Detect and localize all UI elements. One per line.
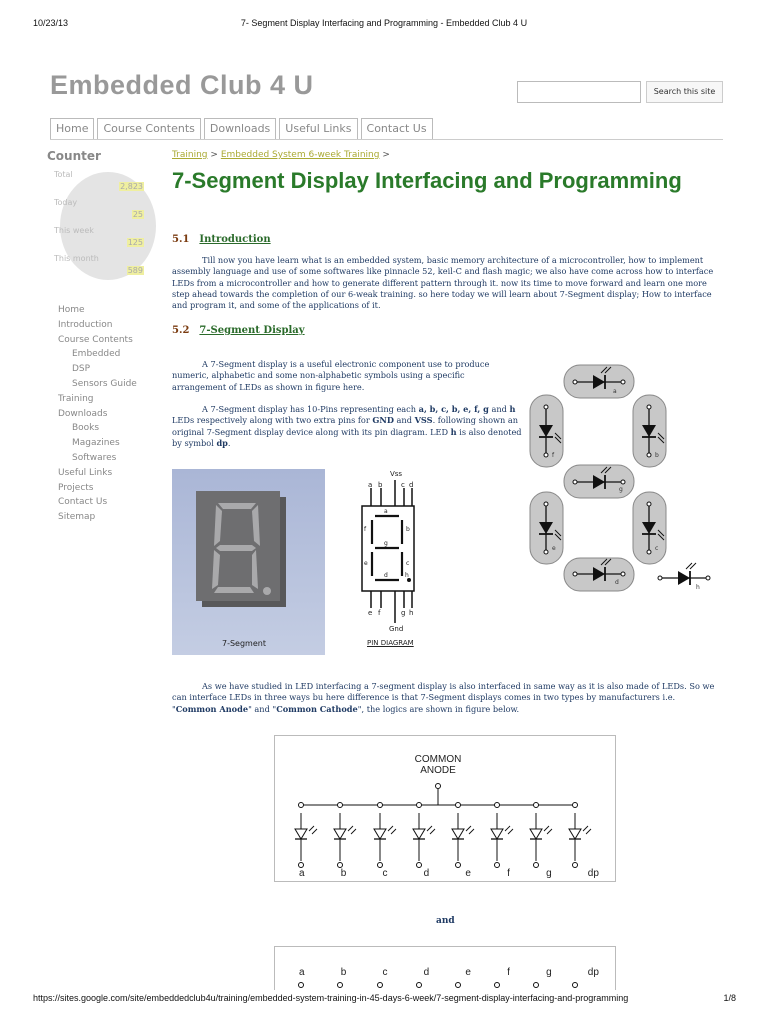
segment-letter: f <box>364 526 367 533</box>
text-span: As we have studied in LED interfacing a 7-segment display is also interfaced in same way as it is also made of LEDs. So we can interface LEDs in three ways bu here difference is that 7-Segment displays comes in two types by manufacturers i.e. " <box>172 681 715 714</box>
led-letter: a <box>613 388 617 395</box>
common-cathode-diagram <box>274 946 616 990</box>
anode-label-line: COMMON <box>414 754 462 765</box>
sidebar-item-sensors-guide[interactable]: Sensors Guide <box>72 378 137 389</box>
counter-label: Today <box>54 198 78 207</box>
section-number: 5.1 <box>172 234 190 245</box>
search-button[interactable]: Search this site <box>646 81 723 103</box>
breadcrumb-separator: > <box>382 150 390 160</box>
nav-divider <box>50 139 723 140</box>
cathode-pin-label: dp <box>587 967 599 978</box>
led-letter: b <box>655 452 659 459</box>
sidebar-heading: Counter <box>47 149 101 163</box>
counter-label: This week <box>54 226 94 235</box>
pins-bold: a, b, c, b, e, f, g <box>418 404 489 414</box>
sidebar-item-course-contents[interactable]: Course Contents <box>58 334 133 345</box>
anode-label-line: ANODE <box>420 765 456 776</box>
common-anode-bold: Common Anode <box>175 703 249 714</box>
sidebar-item-introduction[interactable]: Introduction <box>58 319 113 330</box>
sidebar-item-home[interactable]: Home <box>58 305 85 315</box>
nav-tab-downloads[interactable]: Downloads <box>204 118 276 139</box>
sidebar-item-books[interactable]: Books <box>72 423 100 434</box>
pin-label: c <box>401 481 405 489</box>
breadcrumb-link-6-week-training[interactable]: Embedded System 6-week Training <box>220 150 380 160</box>
paragraph-7-segment-pins <box>172 404 522 449</box>
counter-value: 2,823 <box>120 182 143 191</box>
sidebar-item-useful-links[interactable]: Useful Links <box>58 467 113 478</box>
pin-label: f <box>378 609 381 617</box>
counter-value: 25 <box>132 210 143 219</box>
top-nav <box>50 118 433 139</box>
print-header <box>0 18 768 32</box>
nav-tab-course-contents[interactable]: Course Contents <box>97 118 200 139</box>
digit-eight-glyph <box>196 491 280 601</box>
sidebar-item-sitemap[interactable]: Sitemap <box>58 512 96 523</box>
section-title: 7-Segment Display <box>199 325 305 336</box>
page-number: 1/8 <box>723 993 736 1003</box>
page-url: https://sites.google.com/site/embeddedclub4u/training/embedded-system-training-in-45-days-6-week/7-segment-display-interfacing-and-programming <box>33 993 629 1003</box>
sidebar-item-projects[interactable]: Projects <box>58 482 94 493</box>
counter-row <box>52 226 144 248</box>
dp-bold: dp <box>216 437 228 448</box>
pin-label: g <box>401 609 406 617</box>
sidebar-item-softwares[interactable]: Softwares <box>72 452 117 463</box>
cathode-pin-label: g <box>546 967 552 978</box>
sidebar-item-training[interactable]: Training <box>58 393 94 404</box>
counter-widget <box>52 168 148 280</box>
segment-letter: e <box>364 560 368 567</box>
print-date: 10/23/13 <box>33 18 69 28</box>
text-span: A 7-Segment display has 10-Pins representing each <box>202 404 419 414</box>
pin-gnd-label: Gnd <box>389 625 404 633</box>
section-title: Introduction <box>199 234 271 245</box>
sidebar-nav <box>58 303 137 525</box>
counter-value: 125 <box>127 238 143 247</box>
display-device <box>196 491 280 601</box>
counter-row <box>52 198 144 220</box>
segment-letter: h <box>405 572 409 579</box>
pin-label: a <box>368 481 373 489</box>
intro-paragraph: Till now you have learn what is an embedded system, basic memory architecture of a microcontroller, how to implement assembly language and use of some softwares like pinnacle 52, keil-C and flash magic; we also have come across how to interface LEDs from a microcontroller and how to generate different pattern through it. now its time to move forward and learn one more step ahead towards the completion of our 6-weak training. so here today we will learn about 7-Segment display; How to interface and program it, and some of the applications of it. <box>172 255 714 311</box>
and-text: and <box>436 916 455 926</box>
breadcrumb <box>172 150 390 160</box>
counter-row <box>52 170 144 192</box>
nav-tab-useful-links[interactable]: Useful Links <box>279 118 357 139</box>
anode-pin-label: d <box>423 868 430 879</box>
search-input[interactable] <box>517 81 641 103</box>
pin-diagram <box>357 468 427 653</box>
counter-value: 589 <box>127 266 143 275</box>
led-letter: d <box>615 579 619 586</box>
text-span: and <box>488 404 510 414</box>
anode-pin-label: dp <box>587 868 599 879</box>
text-span: . <box>227 437 231 448</box>
segment-letter: b <box>406 526 410 533</box>
counter-label: This month <box>54 254 99 263</box>
led-segment-diagram <box>526 362 711 606</box>
sidebar-item-embedded[interactable]: Embedded <box>72 349 121 360</box>
sidebar-item-dsp[interactable]: DSP <box>72 364 91 375</box>
section-heading-introduction <box>172 234 271 245</box>
photo-caption: 7-Segment <box>222 639 266 648</box>
text-span: ", the logics are shown in figure below. <box>357 703 520 714</box>
section-heading-7-segment <box>172 325 305 336</box>
anode-pin-label: a <box>299 868 305 879</box>
pin-h-bold: h <box>450 426 457 437</box>
anode-pin-label: f <box>507 868 510 879</box>
gnd-bold: GND <box>372 415 394 426</box>
led-letter: h <box>696 584 700 591</box>
page-title: 7-Segment Display Interfacing and Programming <box>172 168 682 193</box>
breadcrumb-link-training[interactable]: Training <box>172 150 208 160</box>
breadcrumb-separator: > <box>210 150 218 160</box>
text-span: LEDs respectively along with two extra pins for <box>172 415 373 426</box>
cathode-pin-label: f <box>507 967 510 978</box>
anode-pin-label: c <box>382 868 388 879</box>
pin-vss-label: Vss <box>390 470 403 478</box>
common-anode-diagram <box>274 735 616 882</box>
segment-letter: g <box>384 540 388 547</box>
sidebar-item-downloads[interactable]: Downloads <box>58 408 108 419</box>
segment-letter: a <box>384 508 388 515</box>
text-span: . following shown an original 7-Segment display device along with its pin diagram. LED <box>172 415 519 437</box>
cathode-circuit-drawing <box>275 947 617 991</box>
print-title: 7- Segment Display Interfacing and Programming - Embedded Club 4 U <box>240 18 528 28</box>
led-letter: e <box>552 545 556 552</box>
paragraph-7-segment-intro: A 7-Segment display is a useful electronic component use to produce numeric, alphabetic and some non-alphabetic symbols using a specific arrangement of LEDs as shown in figure here. <box>172 359 490 392</box>
counter-label: Total <box>54 170 73 179</box>
cathode-pin-label: d <box>423 967 430 978</box>
led-segments-drawing <box>526 362 711 606</box>
vss-bold: VSS <box>414 415 433 426</box>
text-span: is also denoted by symbol <box>172 426 522 448</box>
anode-pin-labels <box>299 868 599 879</box>
pin-label: b <box>378 481 383 489</box>
sidebar-item-magazines[interactable]: Magazines <box>72 438 120 449</box>
led-letter: f <box>552 452 555 459</box>
section-number: 5.2 <box>172 325 190 336</box>
pin-label: h <box>409 609 414 617</box>
pin-label: d <box>409 481 414 489</box>
cathode-pin-label: c <box>382 967 388 978</box>
segment-letter: c <box>406 560 410 567</box>
segment-letter: d <box>384 572 388 579</box>
anode-pin-label: b <box>340 868 347 879</box>
seven-segment-photo <box>172 469 325 655</box>
paragraph-common-types <box>172 681 717 715</box>
text-span: " and " <box>248 703 277 714</box>
pin-label: e <box>368 609 373 617</box>
anode-pin-label: e <box>465 868 471 879</box>
led-letter: g <box>619 486 623 493</box>
nav-tab-contact-us[interactable]: Contact Us <box>361 118 433 139</box>
site-title[interactable]: Embedded Club 4 U <box>50 70 314 100</box>
nav-tab-home[interactable]: Home <box>50 118 94 139</box>
text-span: and <box>393 415 415 426</box>
pin-h-bold: h <box>509 404 516 414</box>
cathode-pin-label: b <box>340 967 347 978</box>
counter-row <box>52 254 144 276</box>
pin-diagram-caption: PIN DIAGRAM <box>367 639 414 647</box>
cathode-pin-label: a <box>299 967 305 978</box>
common-cathode-bold: Common Cathode <box>276 703 358 714</box>
anode-pin-label: g <box>546 868 552 879</box>
anode-circuit-drawing <box>275 736 617 883</box>
cathode-pin-label: e <box>465 967 471 978</box>
led-letter: c <box>655 545 659 552</box>
sidebar-item-contact-us[interactable]: Contact Us <box>58 497 108 508</box>
